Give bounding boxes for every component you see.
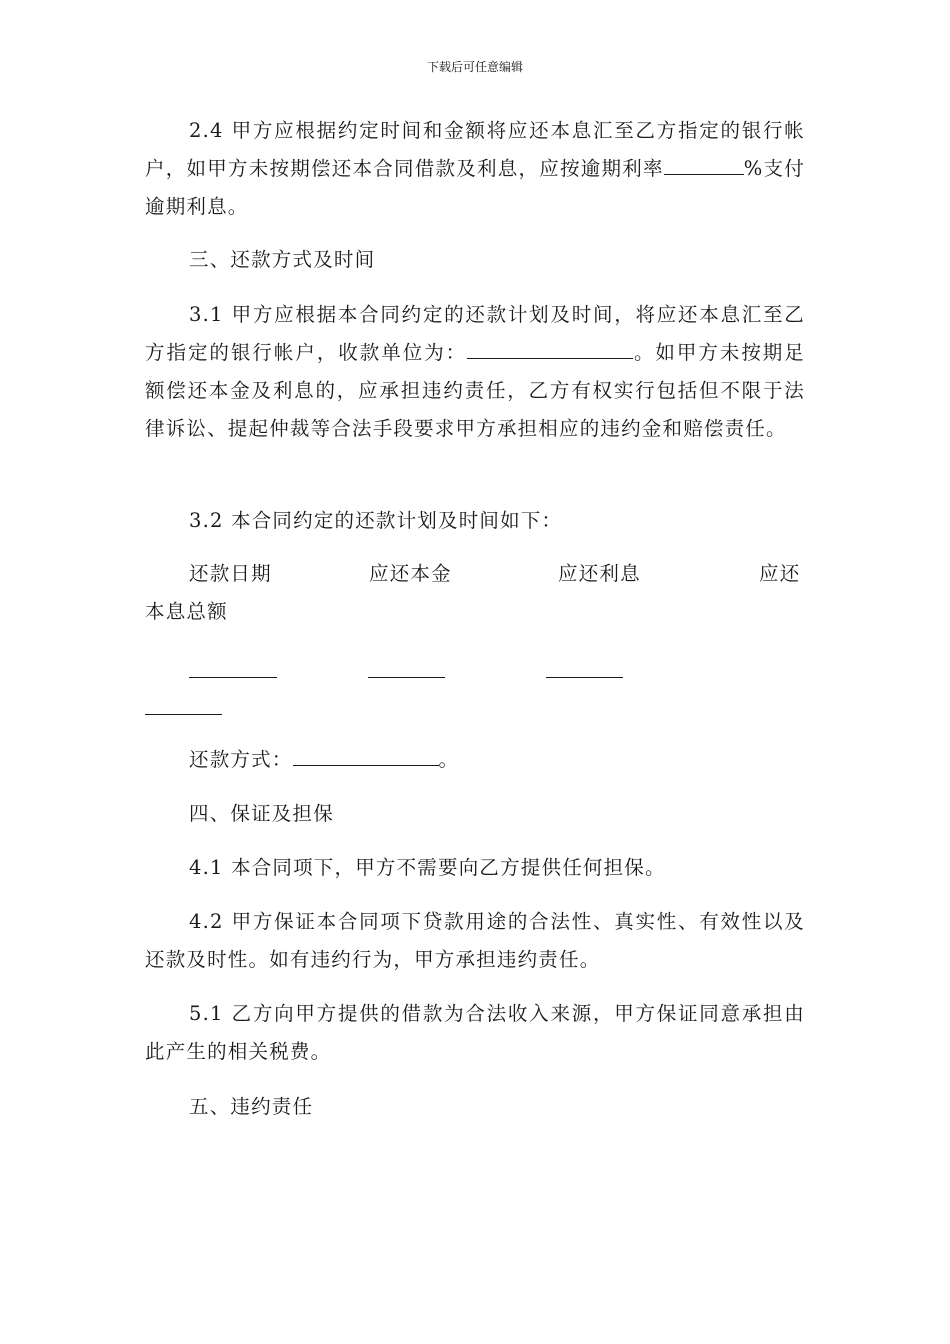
clause-4-1: 4.1 本合同项下，甲方不需要向乙方提供任何担保。: [189, 856, 666, 879]
clause-3-1-tail: 。如甲方未按期足额偿还本金及利息的，应承担违约责任，乙方有权实行包括但不限于法律诉讼、提起仲裁等合法手段要求甲方承担相应的违约金和赔偿责任。: [145, 341, 805, 440]
clause-5-1: 5.1 乙方向甲方提供的借款为合法收入来源，甲方保证同意承担由此产生的相关税费。: [145, 1002, 805, 1063]
repay-method-end: 。: [438, 748, 460, 771]
section-5-heading: 五、违约责任: [189, 1095, 314, 1118]
section-3-heading: 三、还款方式及时间: [189, 248, 376, 271]
clause-3-1: [145, 296, 805, 448]
total-blank: [145, 714, 222, 715]
page-header: 下载后可任意编辑: [426, 60, 523, 74]
section-4-heading: 四、保证及担保: [189, 802, 334, 825]
repay-method: [145, 741, 805, 779]
overdue-rate-blank: [664, 154, 720, 175]
principal-blank: [368, 677, 445, 678]
interest-blank: [546, 677, 623, 678]
clause-2-4-text: 2.4 甲方应根据约定时间和金额将应还本息汇至乙方指定的银行帐户，如甲方未按期偿还本合同借款及利息，应按逾期利率: [145, 119, 805, 180]
col-total-b: 本息总额: [145, 600, 228, 623]
overdue-rate-blank-cont: [720, 154, 744, 175]
clause-3-1-text: 3.1 甲方应根据本合同约定的还款计划及时间，将应还本息汇至乙方指定的银行帐户，收款单位为：: [145, 303, 805, 364]
clause-2-4-tail: %支付逾期利息。: [145, 157, 805, 218]
date-blank: [189, 677, 277, 678]
repay-method-blank: [293, 745, 439, 766]
clause-4-2: 4.2 甲方保证本合同项下贷款用途的合法性、真实性、有效性以及还款及时性。如有违约行为，甲方承担违约责任。: [145, 910, 805, 971]
repay-method-label: 还款方式：: [189, 748, 293, 771]
payee-blank: [467, 338, 633, 359]
col-total-a: 应还: [759, 562, 801, 585]
col-repay-date: 还款日期: [189, 562, 272, 585]
col-principal: 应还本金: [369, 562, 452, 585]
col-interest: 应还利息: [558, 562, 641, 585]
clause-3-2: 3.2 本合同约定的还款计划及时间如下：: [189, 509, 563, 532]
clause-2-4: [145, 112, 805, 226]
